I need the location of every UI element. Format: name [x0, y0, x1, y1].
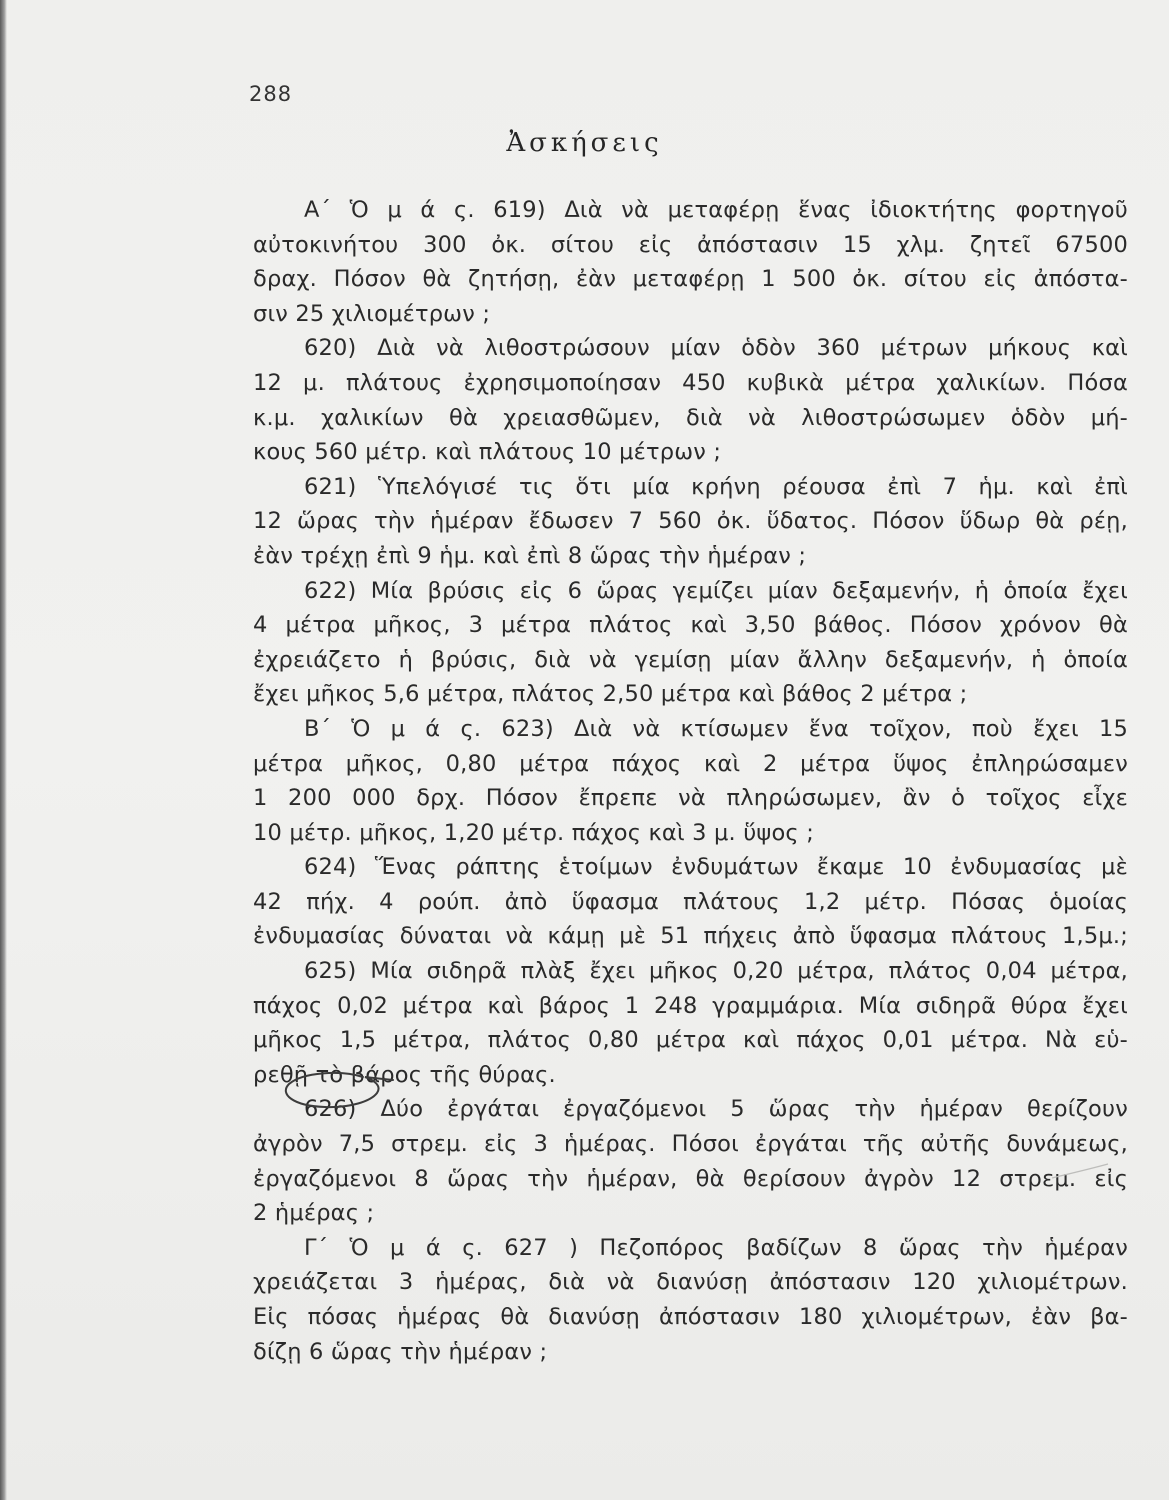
text-line: κ.μ. χαλικίων θὰ χρειασθῶμεν, διὰ νὰ λιθοστρώσωμεν ὁδὸν μή-: [253, 404, 1128, 431]
text-line: πάχος 0,02 μέτρα καὶ βάρος 1 248 γραμμάρια. Μία σιδηρᾶ θύρα ἔχει: [253, 992, 1128, 1019]
stray-pencil-mark: [1050, 1162, 1110, 1182]
handwritten-circle-mark: [281, 1068, 409, 1112]
text-line: 624) Ἕνας ράπτης ἑτοίμων ἐνδυμάτων ἔκαμε 10 ἐνδυμασίας μὲ: [304, 854, 1128, 881]
text-line: 626) Δύο ἐργάται ἐργαζόμενοι 5 ὥρας τὴν ἡμέραν θερίζουν: [304, 1096, 1128, 1123]
text-line: Β΄ Ὁ μ ά ς. 623) Διὰ νὰ κτίσωμεν ἕνα τοῖχον, ποὺ ἔχει 15: [304, 715, 1128, 742]
text-line: ρεθῇ τὸ βάρος τῆς θύρας.: [253, 1061, 556, 1088]
text-line: Γ΄ Ὁ μ ά ς. 627 ) Πεζοπόρος βαδίζων 8 ὥρας τὴν ἡμέραν: [304, 1234, 1128, 1261]
text-line: 42 πήχ. 4 ρούπ. ἀπὸ ὕφασμα πλάτους 1,2 μέτρ. Πόσας ὁμοίας: [253, 888, 1128, 915]
text-line: Εἰς πόσας ἡμέρας θὰ διανύσῃ ἀπόστασιν 180 χιλιομέτρων, ἐὰν βα-: [253, 1304, 1128, 1330]
text-line: 4 μέτρα μῆκος, 3 μέτρα πλάτος καὶ 3,50 βάθος. Πόσον χρόνον θὰ: [253, 612, 1128, 639]
text-line: ἔχει μῆκος 5,6 μέτρα, πλάτος 2,50 μέτρα καὶ βάθος 2 μέτρα ;: [253, 681, 968, 708]
text-line: ἐχρειάζετο ἡ βρύσις, διὰ νὰ γεμίσῃ μίαν ἄλλην δεξαμενήν, ἡ ὁποία: [253, 646, 1128, 673]
text-line: 1 200 000 δρχ. Πόσον ἔπρεπε νὰ πληρώσωμεν, ἂν ὁ τοῖχος εἶχε: [253, 785, 1128, 812]
text-line: 12 μ. πλάτους ἐχρησιμοποίησαν 450 κυβικὰ μέτρα χαλικίων. Πόσα: [253, 369, 1128, 396]
text-line: μέτρα μῆκος, 0,80 μέτρα πάχος καὶ 2 μέτρα ὕψος ἐπληρώσαμεν: [253, 750, 1128, 777]
text-line: χρειάζεται 3 ἡμέρας, διὰ νὰ διανύσῃ ἀπόστασιν 120 χιλιομέτρων.: [253, 1269, 1128, 1296]
text-line: κους 560 μέτρ. καὶ πλάτους 10 μέτρων ;: [253, 439, 722, 466]
text-line: σιν 25 χιλιομέτρων ;: [253, 300, 491, 327]
text-line: ἐργαζόμενοι 8 ὥρας τὴν ἡμέραν, θὰ θερίσουν ἀγρὸν 12 στρεμ. εἰς: [253, 1165, 1128, 1192]
text-line: δραχ. Πόσον θὰ ζητήσῃ, ἐὰν μεταφέρῃ 1 500 ὀκ. σίτου εἰς ἀπόστα-: [253, 266, 1128, 293]
text-line: ἐὰν τρέχῃ ἐπὶ 9 ἡμ. καὶ ἐπὶ 8 ὥρας τὴν ἡμέραν ;: [253, 542, 807, 569]
text-line: δίζῃ 6 ὥρας τὴν ἡμέραν ;: [253, 1338, 548, 1365]
text-line: ἐνδυμασίας δύναται νὰ κάμῃ μὲ 51 πήχεις ἀπὸ ὕφασμα πλάτους 1,5μ.;: [253, 923, 1128, 950]
text-line: 625) Μία σιδηρᾶ πλὰξ ἔχει μῆκος 0,20 μέτρα, πλάτος 0,04 μέτρα,: [304, 958, 1128, 985]
text-line: 620) Διὰ νὰ λιθοστρώσουν μίαν ὁδὸν 360 μέτρων μήκους καὶ: [304, 335, 1128, 362]
page-number: 288: [249, 82, 293, 106]
text-line: ἀγρὸν 7,5 στρεμ. εἰς 3 ἡμέρας. Πόσοι ἐργάται τῆς αὐτῆς δυνάμεως,: [253, 1131, 1128, 1158]
text-line: 10 μέτρ. μῆκος, 1,20 μέτρ. πάχος καὶ 3 μ. ὕψος ;: [253, 819, 814, 846]
text-line: 621) Ὑπελόγισέ τις ὅτι μία κρήνη ρέουσα ἐπὶ 7 ἡμ. καὶ ἐπὶ: [304, 473, 1128, 500]
text-line: 622) Μία βρύσις εἰς 6 ὥρας γεμίζει μίαν δεξαμενήν, ἡ ὁποία ἔχει: [304, 577, 1128, 604]
page-binding-shadow: [0, 0, 7, 1500]
exercises-body: [253, 193, 1128, 1369]
section-heading: Ἀσκήσεις: [506, 128, 663, 158]
text-line: αὐτοκινήτου 300 ὀκ. σίτου εἰς ἀπόστασιν 15 χλμ. ζητεῖ 67500: [253, 231, 1128, 258]
text-line: 12 ὥρας τὴν ἡμέραν ἔδωσεν 7 560 ὀκ. ὕδατος. Πόσον ὕδωρ θὰ ρέῃ,: [253, 508, 1128, 535]
text-line: Α΄ Ὁ μ ά ς. 619) Διὰ νὰ μεταφέρῃ ἕνας ἰδιοκτήτης φορτηγοῦ: [304, 197, 1128, 223]
text-line: μῆκος 1,5 μέτρα, πλάτος 0,80 μέτρα καὶ πάχος 0,01 μέτρα. Νὰ εὑ-: [253, 1027, 1128, 1054]
text-line: 2 ἡμέρας ;: [253, 1200, 375, 1227]
